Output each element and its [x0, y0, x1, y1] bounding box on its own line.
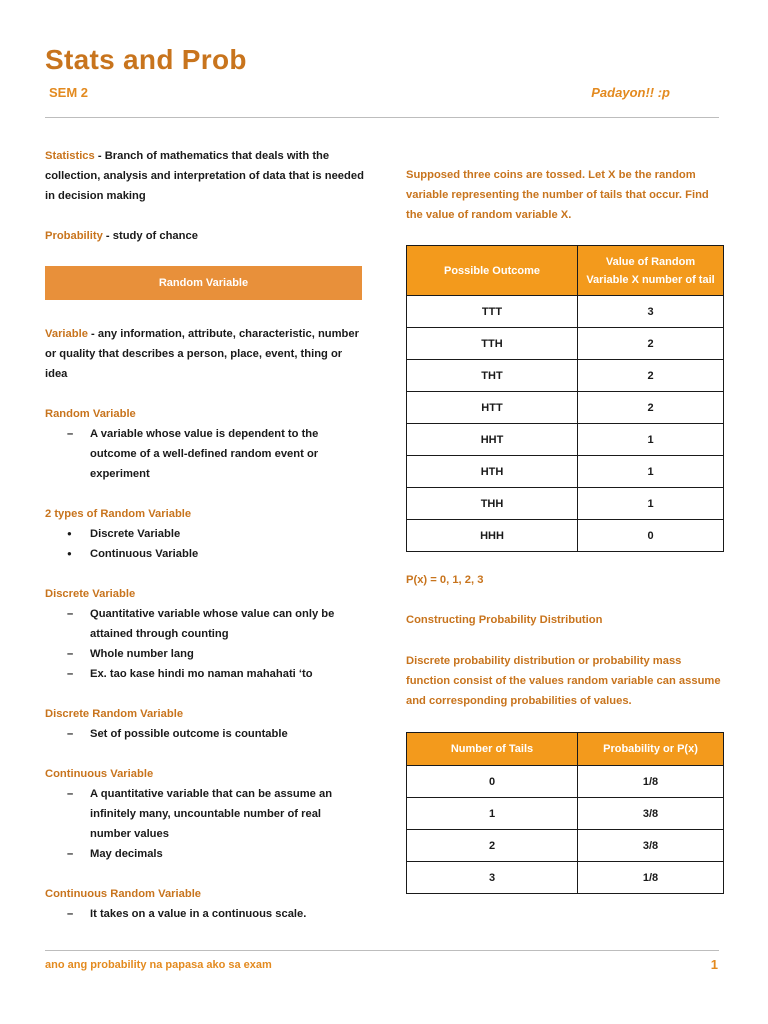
probability-term: Probability: [45, 230, 103, 242]
table-cell: 1: [407, 798, 578, 830]
list-item: [45, 544, 365, 564]
coin-problem: Supposed three coins are tossed. Let X be the random variable representing the number of tails that occur. Find the value of random variable X.: [406, 169, 709, 221]
table-cell: 0: [407, 766, 578, 798]
probability-definition: [45, 226, 365, 246]
table-row: [407, 520, 724, 552]
dash-marker: –: [67, 728, 74, 740]
tagline: Padayon!! :p: [591, 85, 670, 100]
dv-list: [45, 604, 365, 684]
table-cell: THT: [407, 360, 578, 392]
variable-def-text: - any information, attribute, characteristic, number or quality that describes a person, place, event, thing or idea: [45, 328, 359, 380]
table-row: [407, 830, 724, 862]
dash-marker: –: [67, 788, 74, 800]
constructing-heading: Constructing Probability Distribution: [406, 614, 603, 626]
dash-marker: –: [67, 428, 74, 440]
outcomes-table: [406, 245, 724, 552]
table-header-cell: Number of Tails: [407, 733, 578, 766]
table-cell: 2: [578, 392, 724, 424]
cv-list: [45, 784, 365, 864]
list-item: [45, 784, 365, 844]
rv-list: [45, 424, 365, 484]
table-cell: 2: [578, 328, 724, 360]
statistics-term: Statistics: [45, 150, 95, 162]
list-item-text: Set of possible outcome is countable: [90, 728, 288, 740]
crv-list: [45, 904, 365, 924]
table-header-cell: Possible Outcome: [407, 246, 578, 296]
table-cell: THH: [407, 488, 578, 520]
table-row: [407, 296, 724, 328]
table-cell: 1: [578, 456, 724, 488]
table-cell: HTH: [407, 456, 578, 488]
dash-marker: –: [67, 908, 74, 920]
table-row: [407, 862, 724, 894]
table-cell: 2: [578, 360, 724, 392]
table-cell: HHH: [407, 520, 578, 552]
dv-heading: Discrete Variable: [45, 588, 136, 600]
list-item-text: Discrete Variable: [90, 528, 181, 540]
rv-heading: Random Variable: [45, 408, 136, 420]
variable-definition: [45, 324, 365, 384]
list-item-text: Quantitative variable whose value can only be attained through counting: [90, 608, 335, 640]
bullet-marker: ●: [67, 529, 72, 538]
semester-label: SEM 2: [49, 85, 89, 100]
crv-heading: Continuous Random Variable: [45, 888, 202, 900]
drv-heading: Discrete Random Variable: [45, 708, 184, 720]
table-row: [407, 798, 724, 830]
dash-marker: –: [67, 668, 74, 680]
table-cell: 3: [578, 296, 724, 328]
table-cell: 2: [407, 830, 578, 862]
list-item: [45, 644, 365, 664]
table-cell: 1: [578, 488, 724, 520]
list-item: [45, 844, 365, 864]
table-cell: 3/8: [578, 830, 724, 862]
bullet-marker: ●: [67, 549, 72, 558]
table-row: [407, 766, 724, 798]
table-cell: 1/8: [578, 862, 724, 894]
probability-table: [406, 732, 724, 894]
table-header-cell: Value of Random Variable X number of tail: [578, 246, 724, 296]
left-column: [45, 146, 365, 944]
drv-list: [45, 724, 365, 744]
probability-def-text: - study of chance: [102, 230, 198, 242]
table-cell: TTT: [407, 296, 578, 328]
page-number: 1: [710, 957, 718, 972]
discrete-distribution-definition: Discrete probability distribution or probability mass function consist of the values random variable can assume and corresponding probabilities of values.: [406, 655, 721, 707]
table-cell: 0: [578, 520, 724, 552]
list-item: [45, 724, 365, 744]
list-item-text: Ex. tao kase hindi mo naman mahahati ‘to: [90, 668, 313, 680]
dash-marker: –: [67, 608, 74, 620]
list-item: [45, 424, 365, 484]
table-cell: 3/8: [578, 798, 724, 830]
cv-heading: Continuous Variable: [45, 768, 154, 780]
list-item-text: It takes on a value in a continuous scale.: [90, 908, 307, 920]
list-item-text: A variable whose value is dependent to the outcome of a well-defined random event or experiment: [90, 428, 319, 480]
footer-text: ano ang probability na papasa ako sa exam: [45, 959, 272, 971]
types-list: [45, 524, 365, 564]
footer-divider: [45, 950, 719, 951]
list-item-text: May decimals: [90, 848, 163, 860]
variable-term: Variable: [45, 328, 88, 340]
table-cell: HHT: [407, 424, 578, 456]
list-item: [45, 904, 365, 924]
list-item-text: A quantitative variable that can be assume an infinitely many, uncountable number of real number values: [90, 788, 333, 840]
table-cell: 3: [407, 862, 578, 894]
px-values: P(x) = 0, 1, 2, 3: [406, 574, 484, 586]
statistics-def-text: - Branch of mathematics that deals with the collection, analysis and interpretation of data that is needed in decision making: [45, 150, 364, 202]
random-variable-banner: Random Variable: [45, 266, 362, 300]
statistics-definition: [45, 146, 365, 206]
page-title: Stats and Prob: [45, 44, 247, 75]
types-heading: 2 types of Random Variable: [45, 508, 192, 520]
table-cell: HTT: [407, 392, 578, 424]
table-row: [407, 488, 724, 520]
table-row: [407, 392, 724, 424]
table-row: [407, 456, 724, 488]
list-item: [45, 664, 365, 684]
dash-marker: –: [67, 848, 74, 860]
table-cell: TTH: [407, 328, 578, 360]
dash-marker: –: [67, 648, 74, 660]
header-divider: [45, 117, 719, 118]
table-header-cell: Probability or P(x): [578, 733, 724, 766]
table-cell: 1: [578, 424, 724, 456]
list-item-text: Whole number lang: [90, 648, 194, 660]
table-cell: 1/8: [578, 766, 724, 798]
table-header-row: [407, 246, 724, 296]
table-row: [407, 360, 724, 392]
list-item-text: Continuous Variable: [90, 548, 199, 560]
list-item: [45, 524, 365, 544]
table-header-row: [407, 733, 724, 766]
table-row: [407, 424, 724, 456]
list-item: [45, 604, 365, 644]
table-row: [407, 328, 724, 360]
